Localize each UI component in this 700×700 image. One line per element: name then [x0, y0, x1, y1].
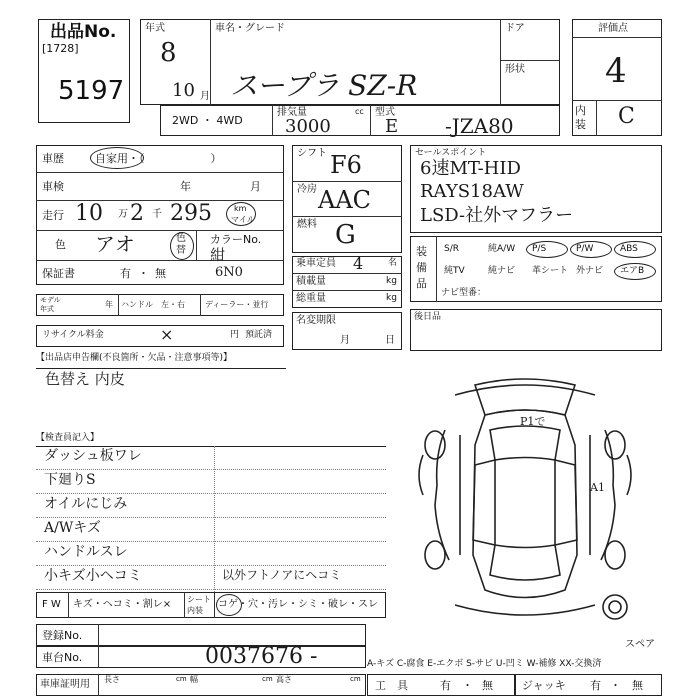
- tools-yes: 有: [440, 679, 451, 692]
- certificate-height: 高さ: [276, 675, 292, 684]
- name-change-label: 名変期限: [296, 315, 336, 326]
- inspection-year-unit: 年: [180, 180, 191, 193]
- mileage-unit-mile: マイル: [231, 215, 255, 224]
- fw-label: F W: [42, 599, 61, 610]
- rating-interior: C: [618, 104, 635, 129]
- shift-value: F6: [330, 151, 362, 179]
- sales-point-line-2: RAYS18AW: [420, 181, 524, 202]
- sales-point-label: セールスポイント: [415, 148, 487, 158]
- fuel-label: 燃料: [297, 219, 317, 230]
- registration-label: 登録No.: [42, 629, 83, 642]
- sales-point-line-1: 6速MT-HID: [420, 158, 521, 179]
- year-label: 年式: [145, 23, 165, 34]
- color-no-value-2: 6N0: [215, 265, 243, 280]
- door-label: ドア: [505, 23, 525, 34]
- handle-label: ハンドル 左・右: [121, 300, 185, 309]
- color-value: アオ: [95, 232, 135, 256]
- equipment-item: ABS: [620, 244, 638, 254]
- color-label: 色: [55, 238, 66, 251]
- chassis-value: 0037676 -: [205, 644, 318, 669]
- displacement-value: 3000: [285, 116, 331, 137]
- warranty-no: 無: [155, 267, 166, 280]
- model-value: スープラ SZ-R: [230, 69, 418, 102]
- equipment-item: P/W: [576, 244, 594, 254]
- history-label: 車歴: [42, 152, 64, 165]
- equipment-item: S/R: [444, 244, 459, 254]
- mileage-unit-10k: 万: [118, 209, 128, 220]
- seat-label-2: 内装: [187, 606, 203, 615]
- certificate-label: 車庫証明用: [40, 679, 90, 690]
- tools-label: 工 具: [375, 679, 408, 692]
- inspector-rule: [36, 469, 386, 470]
- mileage-unit-thousand: 千: [152, 209, 162, 220]
- jack-sep: ・: [610, 679, 621, 692]
- inspector-rule: [36, 565, 386, 566]
- equipment-circle: [570, 241, 612, 258]
- type-value: -JZA80: [445, 114, 514, 138]
- seat-items: コゲ・穴・汚レ・シミ・破レ・スレ: [218, 599, 378, 610]
- load-label: 積載量: [296, 276, 326, 287]
- inspector-line: A/Wキズ: [44, 520, 101, 536]
- history-options: 自家用・（ ）: [95, 152, 222, 165]
- inspector-line: 下廻りS: [44, 472, 96, 488]
- equipment-circle: [526, 241, 568, 258]
- displacement-unit: cc: [355, 107, 364, 116]
- weight-unit: kg: [386, 293, 397, 303]
- year-value: 8: [160, 38, 177, 68]
- inspection-label: 車検: [42, 180, 64, 193]
- weight-label: 総重量: [296, 293, 326, 304]
- mileage-10k: 10: [75, 201, 103, 226]
- fuel-value: G: [335, 220, 356, 250]
- date-later-box: [410, 309, 662, 351]
- rating-label: 評価点: [598, 23, 628, 34]
- mileage-rest: 295: [170, 201, 212, 226]
- lot-label: 出品No.: [50, 22, 117, 42]
- color-no-value-1: 紺: [210, 246, 226, 264]
- model-year-unit: 年: [105, 300, 113, 309]
- equipment-item: 外ナビ: [576, 266, 604, 276]
- equipment-item: 純A/W: [488, 244, 516, 254]
- remarks-label: 【出品店申告欄(不良箇所・欠品・注意事項等)】: [36, 353, 233, 363]
- warranty-sep: ・: [138, 267, 149, 280]
- recycle-value: ×: [160, 325, 174, 344]
- remarks-text: 色替え 内皮: [45, 370, 125, 388]
- color-changed-1: 色: [176, 233, 186, 244]
- registration-row: [36, 624, 366, 646]
- year-month-unit: 月: [200, 91, 210, 102]
- certificate-unit-3: cm: [350, 675, 361, 683]
- equipment-circle: [614, 241, 656, 258]
- equipment-item: 純TV: [444, 266, 465, 276]
- inspector-rule: [36, 493, 386, 494]
- spare-label: スペア: [625, 639, 655, 650]
- date-later-label: 後日品: [414, 312, 442, 322]
- equipment-label: 装備品: [416, 245, 427, 290]
- model-label: 車名・グレード: [215, 23, 285, 34]
- equipment-item: P/S: [532, 244, 547, 254]
- equipment-item: 革シート: [532, 266, 569, 276]
- diagram-mark-top: P1で: [520, 415, 546, 428]
- rating-exterior: 4: [605, 51, 627, 91]
- mileage-thousand: 2: [130, 201, 144, 226]
- jack-no: 無: [632, 679, 643, 692]
- load-unit: kg: [386, 276, 397, 286]
- year-month: 10: [172, 80, 195, 101]
- drive-label: 2WD ・ 4WD: [172, 114, 243, 127]
- equipment-item: 純ナビ: [488, 266, 516, 276]
- lot-code: [1728]: [42, 42, 79, 55]
- navi-label: ナビ型番：: [441, 288, 487, 298]
- certificate-length: 長さ: [104, 675, 120, 684]
- recycle-unit: 円: [230, 330, 240, 340]
- capacity-value: 4: [353, 254, 364, 273]
- jack-label: ジャッキ: [522, 679, 566, 692]
- inspector-rule: [36, 589, 386, 590]
- ac-value: AAC: [318, 186, 372, 214]
- inspector-line: ハンドルスレ: [44, 544, 128, 560]
- certificate-unit-1: cm: [176, 675, 187, 683]
- shape-label: 形状: [505, 64, 525, 75]
- name-change-month: 月: [340, 335, 350, 346]
- dealer-label: ディーラー・並行: [205, 300, 269, 309]
- car-diagram: [415, 375, 635, 625]
- lot-number: 5197: [58, 76, 125, 106]
- type-label: 型式: [375, 107, 395, 118]
- displacement-label: 排気量: [277, 107, 307, 118]
- name-change-day: 日: [385, 335, 395, 346]
- color-no-label: カラーNo.: [210, 233, 262, 246]
- legend: A-キズ C-腐食 E-エクボ S-サビ U-凹ミ W-補修 XX-交換済: [367, 659, 602, 669]
- tools-no: 無: [482, 679, 493, 692]
- capacity-label: 乗車定員: [296, 258, 336, 269]
- inspection-month-unit: 月: [250, 180, 261, 193]
- certificate-unit-2: cm: [262, 675, 273, 683]
- inspector-rule: [36, 517, 386, 518]
- inspector-line: オイルにじみ: [44, 496, 128, 512]
- color-changed-2: 替: [176, 245, 186, 256]
- model-year-label-1: モデル: [40, 296, 61, 304]
- inspector-label: 【検査員記入】: [36, 433, 100, 443]
- seat-label-1: シート: [187, 595, 211, 604]
- type-prefix: E: [385, 116, 399, 137]
- jack-yes: 有: [590, 679, 601, 692]
- equipment-circle: [614, 263, 656, 280]
- chassis-label: 車台No.: [42, 651, 83, 664]
- certificate-width: 幅: [190, 675, 198, 684]
- shift-label: シフト: [297, 148, 327, 159]
- warranty-label: 保証書: [42, 267, 75, 280]
- inspector-rule: [36, 541, 386, 542]
- inspector-line: 小キズ小ヘコミ: [44, 568, 142, 584]
- fw-items: キズ・ヘコミ・割レ×: [73, 599, 172, 610]
- warranty-yes: 有: [120, 267, 131, 280]
- rating-interior-label: 内装: [575, 104, 586, 131]
- sales-point-line-3: LSD-社外マフラー: [420, 205, 574, 226]
- inspector-note: 以外フトノアにヘコミ: [222, 568, 342, 582]
- equipment-item: エアB: [620, 266, 645, 276]
- mileage-unit-km: km: [234, 204, 247, 213]
- diagram-mark-right: A1: [590, 481, 605, 494]
- recycle-label: リサイクル料金: [42, 330, 104, 340]
- model-year-label-2: 年式: [40, 305, 54, 313]
- capacity-unit: 名: [388, 258, 398, 268]
- tools-sep: ・: [462, 679, 473, 692]
- inspector-line: ダッシュ板ワレ: [44, 448, 142, 464]
- recycle-note: 預託済: [245, 330, 273, 340]
- mileage-label: 走行: [42, 209, 64, 222]
- ac-label: 冷房: [297, 184, 317, 195]
